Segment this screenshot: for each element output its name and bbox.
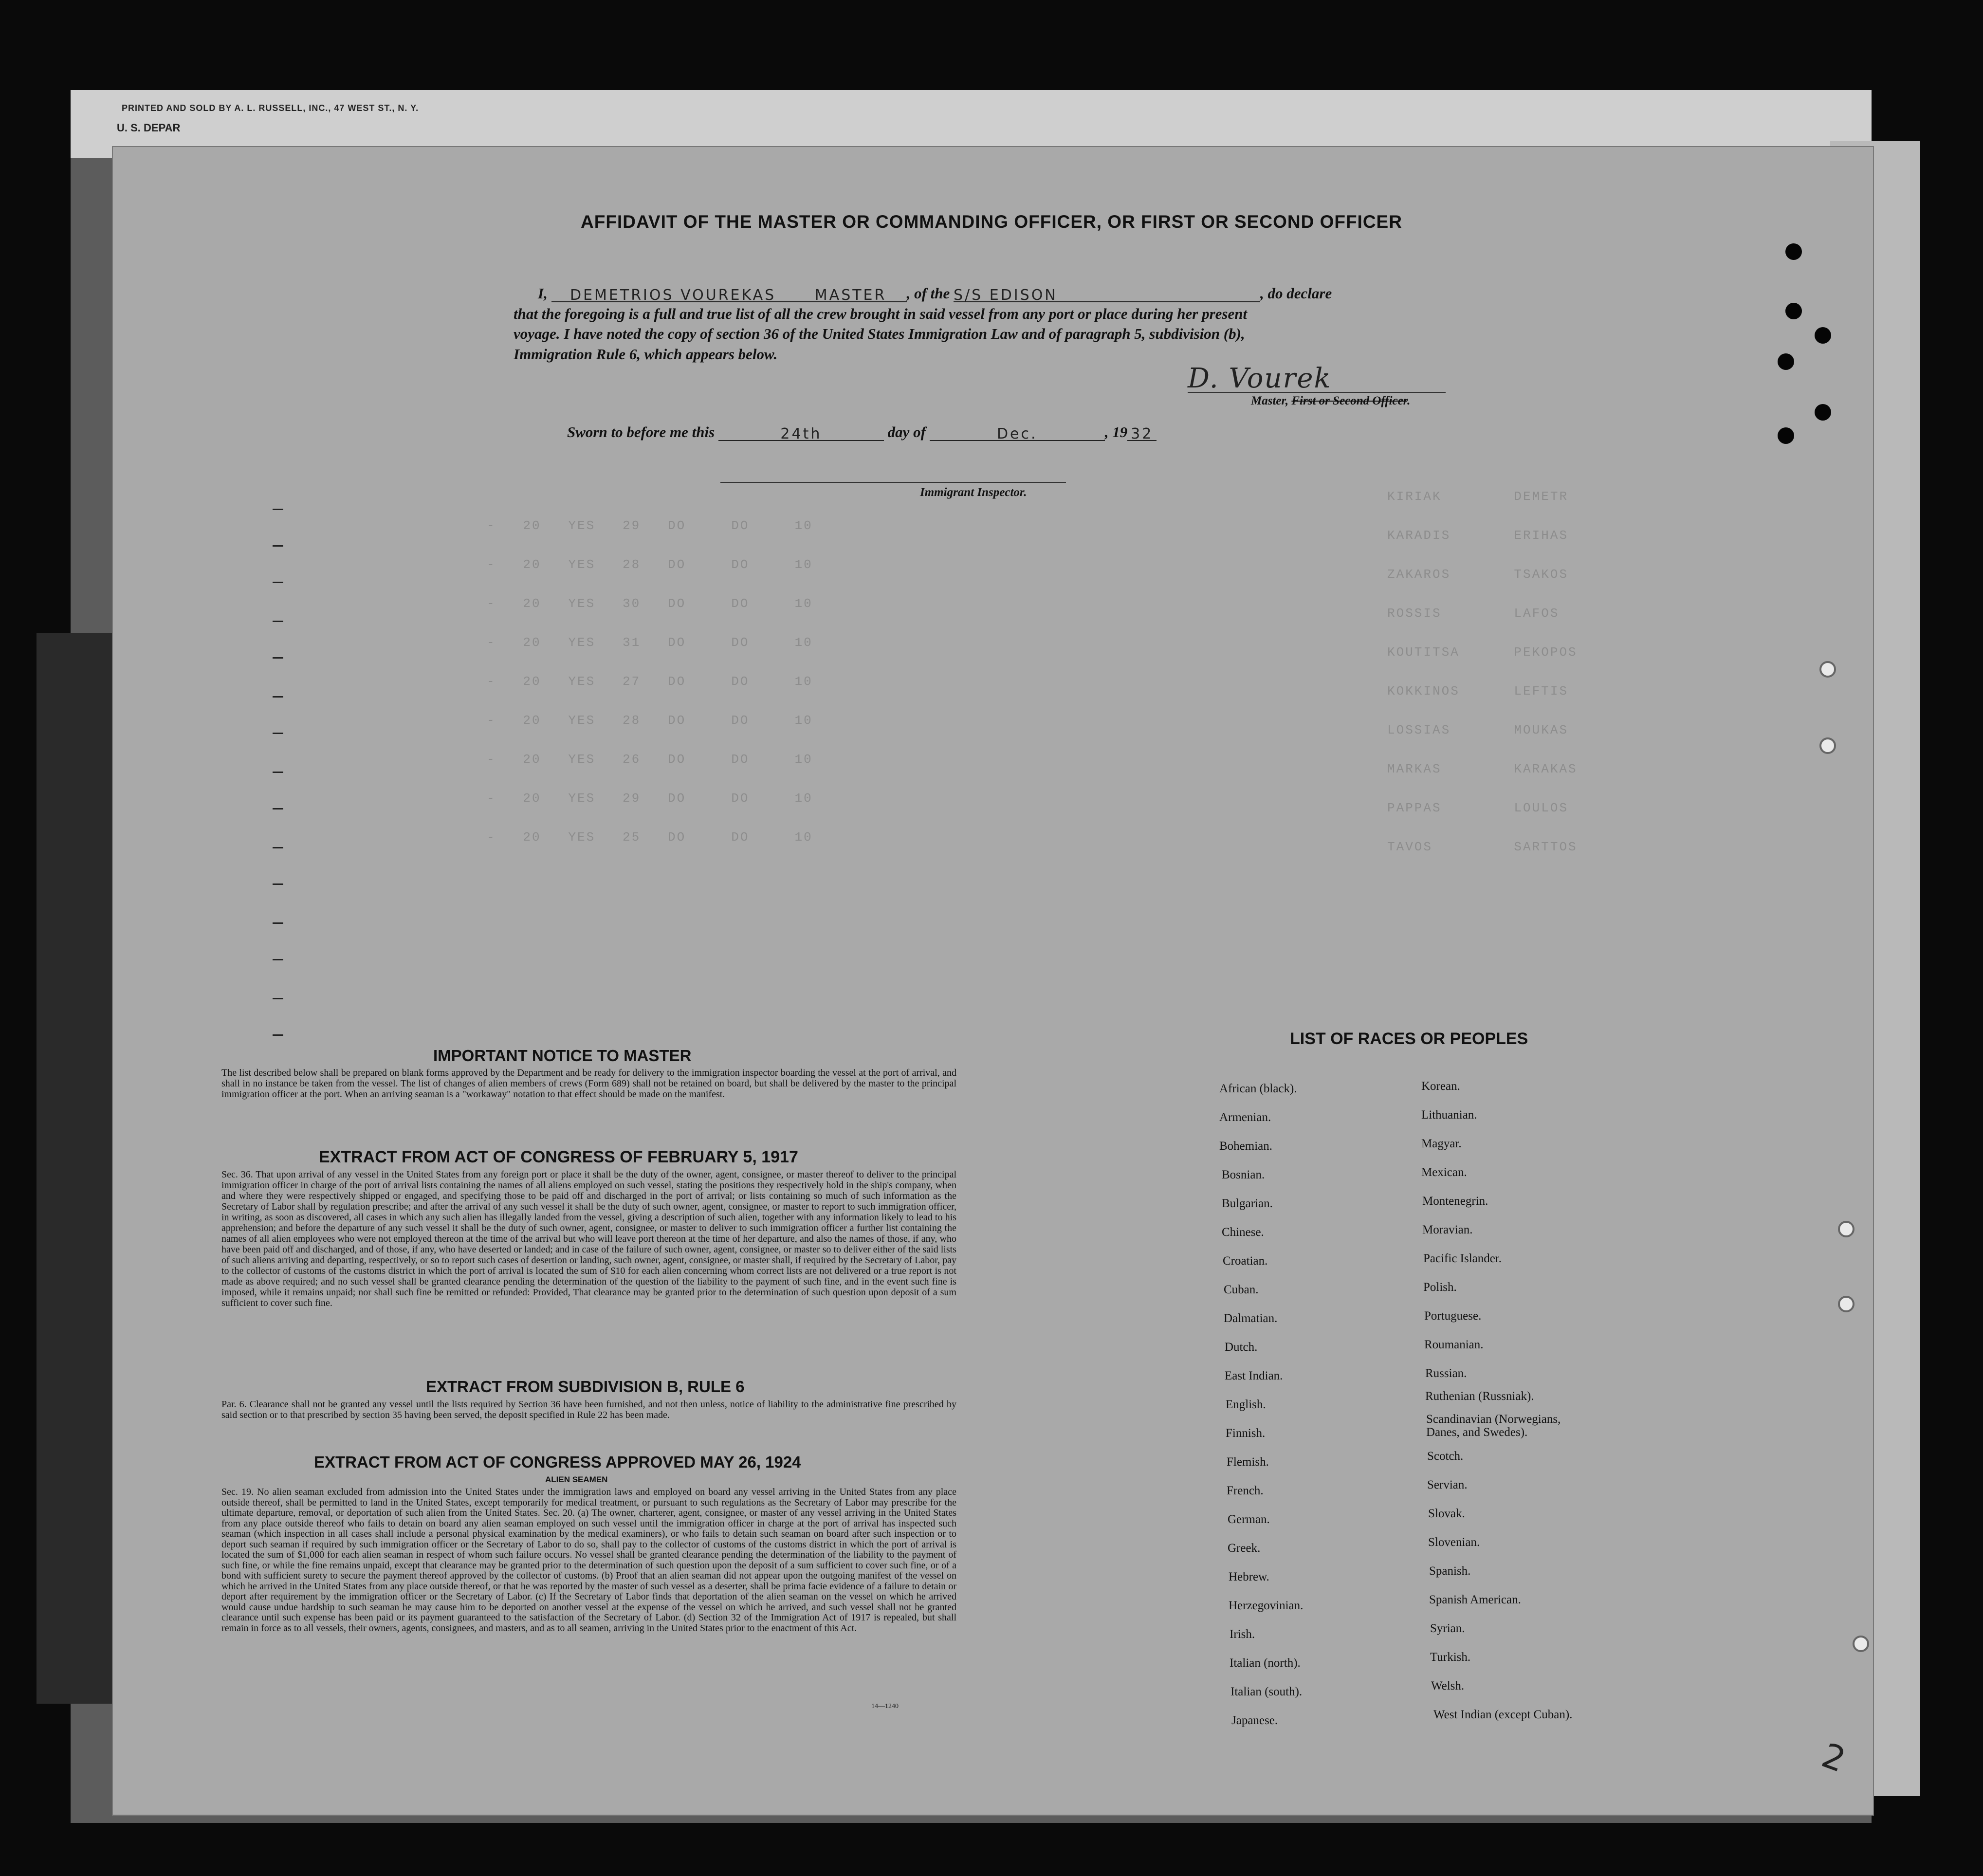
race-item: Polish. (1423, 1281, 1457, 1294)
race-item: Syrian. (1430, 1622, 1465, 1635)
punch-hole (1853, 1636, 1869, 1652)
officer-role: MASTER (795, 287, 907, 302)
race-item: Flemish. (1227, 1455, 1269, 1469)
notice-text: The list described below shall be prepared on blank forms approved by the Department and be ready for delivery to the immigration inspector boarding the vessel at the port of arrival, and shall in no instance be taken from the vessel. The list of changes of alien members of crews (Form 689) shall not be retained on board, but shall be delivered by the master to the principal immigration officer at the port. When an arriving seaman is a "workaway" notation to that effect should be made on the manifest. (221, 1067, 956, 1100)
of-the-label: , of the (906, 285, 950, 302)
punch-hole (1785, 303, 1802, 319)
affidavit-title: AFFIDAVIT OF THE MASTER OR COMMANDING OFFICER, OR FIRST OR SECOND OFFICER (581, 212, 1402, 232)
declaration-line-2: that the foregoing is a full and true list of all the crew brought in said vessel from any port or place during her present (514, 305, 1248, 322)
race-item: Chinese. (1222, 1226, 1264, 1239)
inspector-label: Immigrant Inspector. (920, 486, 1027, 499)
sig-struck-label: First or Second Officer (1291, 394, 1408, 407)
punch-hole (1819, 737, 1836, 754)
race-item: English. (1226, 1398, 1266, 1411)
race-item: Moravian. (1422, 1223, 1473, 1236)
form-code: 14—1240 (871, 1703, 899, 1710)
race-item: Cuban. (1224, 1283, 1259, 1296)
race-item: Portuguese. (1424, 1309, 1482, 1323)
race-item: Russian. (1425, 1367, 1467, 1380)
row-dash (273, 922, 283, 924)
row-dash (273, 998, 283, 999)
race-item: French. (1227, 1484, 1264, 1497)
race-item: Dalmatian. (1224, 1312, 1278, 1325)
punch-hole (1778, 353, 1794, 370)
extract-rule6-title: EXTRACT FROM SUBDIVISION B, RULE 6 (426, 1378, 745, 1396)
inspector-signature-line (720, 482, 1066, 483)
row-dash (273, 733, 283, 734)
race-item: Mexican. (1421, 1166, 1467, 1179)
race-item: Scandinavian (Norwegians, Danes, and Swedes). (1426, 1413, 1561, 1439)
notice-title: IMPORTANT NOTICE TO MASTER (433, 1047, 692, 1065)
race-item: Ruthenian (Russniak). (1425, 1390, 1534, 1403)
row-dash (273, 509, 283, 510)
race-item: Croatian. (1223, 1254, 1268, 1268)
bleedthrough-rows: KIRIAK DEMETR KARADIS ERIHAS ZAKAROS TSAKOS ROSSIS LAFOS KOUTITSA PEKOPOS KOKKINOS LEFTIS LOSSIAS MOUKAS MARKAS KARAKAS PAPPAS LOULOS TAVOS SARTTOS (1387, 489, 1578, 854)
row-dash (273, 621, 283, 622)
race-item: Scotch. (1427, 1450, 1464, 1463)
row-dash (273, 1034, 283, 1036)
day-of-label: day of (887, 423, 926, 441)
extract-1924-text: Sec. 19. No alien seaman excluded from admission into the United States under the immigration laws and employed on board any vessel arriving in the United States from any place outside thereof, shall be permitted to land in the United States, except temporarily for medical treatment, or pursuant to such regulations as the Secretary of Labor may prescribe for the ultimate departure, removal, or deportation of such alien from the United States. Sec. 20. (a) The owner, charterer, agent, consignee, or master of any vessel arriving in the United States from any place outside thereof who fails to detain on board any alien seaman employed on such vessel until the immigration officer in charge at the port of arrival has inspected such seaman (which inspection in all cases shall include a personal physical examination by the medical examiners), or who fails to detain such seaman on board after such inspection or to deport such seaman if required by such immigration officer or the Secretary of Labor to do so, shall pay to the collector of customs of the customs district in which the port of arrival is located the sum of $1,000 for each alien seaman in respect of whom such failure occurs. No vessel shall be granted clearance pending the determination of the liability to the payment of such fine, or while the fine remains unpaid, except that clearance may be granted prior to the determination of such question upon the deposit of a sum sufficient to cover such fine, or of a bond with sufficient surety to secure the payment thereof approved by the collector of customs. (b) Proof that an alien seaman did not appear upon the outgoing manifest of the vessel on which he arrived in the United States from any place outside thereof, or that he was reported by the master of such vessel as a deserter, shall be prima facie evidence of a failure to detain or deport after requirement by the immigration officer or the Secretary of Labor. (c) If the Secretary of Labor finds that deportation of the alien seaman on the vessel on which he arrived would cause undue hardship to such seaman he may cause him to be deported on another vessel at the expense of the vessel on which he arrived, and such vessel shall not be granted clearance until such expense has been paid or its payment guaranteed to the satisfaction of the Secretary of Labor. (d) Section 32 of the Immigration Act of 1917 is repealed, but shall remain in force as to all vessels, their owners, agents, consignees, and masters, and as to all seamen, arriving in the United States prior to the enactment of this Act. (221, 1487, 956, 1634)
row-dash (273, 657, 283, 659)
race-item: Irish. (1230, 1628, 1255, 1641)
punch-hole (1815, 404, 1831, 421)
race-item: Armenian. (1219, 1111, 1271, 1124)
race-item: German. (1228, 1513, 1270, 1526)
sworn-label: Sworn to before me this (567, 423, 715, 441)
punch-hole (1819, 661, 1836, 678)
punch-hole (1815, 327, 1831, 344)
extract-1917-title: EXTRACT FROM ACT OF CONGRESS OF FEBRUARY 5, 1917 (319, 1148, 798, 1166)
signature-line (1188, 392, 1446, 393)
race-item: Servian. (1427, 1478, 1468, 1491)
alien-seamen-subtitle: ALIEN SEAMEN (545, 1475, 608, 1484)
race-item: Montenegrin. (1422, 1195, 1488, 1208)
race-item: Slovenian. (1428, 1536, 1480, 1549)
race-item: Slovak. (1428, 1507, 1465, 1520)
punch-hole (1838, 1296, 1854, 1312)
row-dash (273, 772, 283, 773)
races-title: LIST OF RACES OR PEOPLES (1290, 1030, 1528, 1048)
race-item: Hebrew. (1229, 1570, 1269, 1583)
i-label: I, (538, 285, 548, 302)
punch-hole (1778, 427, 1794, 444)
race-item: Turkish. (1430, 1651, 1471, 1664)
sig-end: . (1407, 394, 1411, 407)
race-item: Magyar. (1421, 1137, 1462, 1150)
row-dash (273, 959, 283, 960)
race-item: Bosnian. (1222, 1168, 1265, 1181)
extract-1917-text: Sec. 36. That upon arrival of any vessel in the United States from any foreign port or place it shall be the duty of the owner, agent, consignee, or master thereof to deliver to the principal immigration officer in charge of the port of arrival lists containing the names of all aliens employed on such vessel, stating the positions they respectively hold in the ship's company, when and where they were respectively shipped or engaged, and specifying those to be paid off and discharged in the port of arrival; or lists containing so much of such information as the Secretary of Labor shall by regulation prescribe; and after the arrival of any such vessel it shall be the duty of such owner, agent, consignee, or master to report to such immigration officer, in writing, as soon as discovered, all cases in which any such alien has illegally landed from the vessel, giving a description of such alien, together with any information likely to lead to his apprehension; and before the departure of any such vessel it shall be the duty of such owner, agent, consignee, or master to deliver to such immigration officer a further list containing the names of all alien employees who were not employed thereon at the time of the arrival but who will leave port thereon at the time of her departure, and also the names of those, if any, who have been paid off and discharged, and of those, if any, who have deserted or landed; and in case of the failure of such owner, agent, consignee, or master so to deliver either of the said lists of such aliens arriving and departing, respectively, or so to report such cases of desertion or landing, such owner, agent, consignee, or master shall, if required by the Secretary of Labor, pay to the collector of customs of the customs district in which the port of arrival is located the sum of $10 for each alien concerning whom correct lists are not delivered or a true report is not made as above required; and no such vessel shall be granted clearance pending the determination of the question of the liability to the payment of such fine, and in the event such fine is imposed, while it remains unpaid; nor shall such fine be remitted or refunded: Provided, That clearance may be granted prior to the determination of such question upon deposit of a sum sufficient to cover such fine. (221, 1169, 956, 1308)
row-dash (273, 808, 283, 809)
race-item: Herzegovinian. (1229, 1599, 1304, 1612)
sworn-year: 32 (1127, 425, 1157, 441)
punch-hole (1838, 1221, 1854, 1237)
race-item: Korean. (1421, 1080, 1460, 1093)
sworn-line (567, 423, 1157, 441)
signature-caption (1251, 394, 1410, 408)
department-label: U. S. DEPAR (117, 122, 181, 134)
declaration-line-4: Immigration Rule 6, which appears below. (514, 346, 778, 363)
bleedthrough-grid: - 20 YES 29 DO DO 10 - 20 YES 28 DO DO 10 - 20 YES 30 DO DO 10 - 20 YES 31 DO DO 10 - 20 YES 27 DO DO 10 - 20 YES 28 DO DO 10 - 20 YES 26 DO DO 10 - 20 YES 29 DO DO 10 - 20 YES 25 DO DO 10 (487, 518, 813, 845)
declaration-line-1 (538, 285, 1332, 302)
race-item: Bohemian. (1219, 1140, 1273, 1153)
year-prefix: , 19 (1104, 423, 1128, 441)
master-name: DEMETRIOS VOUREKAS (551, 287, 795, 302)
race-item: Lithuanian. (1421, 1108, 1477, 1122)
row-dash (273, 883, 283, 885)
race-item: Pacific Islander. (1423, 1252, 1502, 1265)
race-item: East Indian. (1225, 1369, 1283, 1382)
race-item: African (black). (1219, 1082, 1297, 1095)
race-item: Italian (north). (1230, 1656, 1301, 1670)
race-item: Dutch. (1225, 1341, 1258, 1354)
sig-master-label: Master, (1251, 394, 1289, 407)
extract-rule6-text: Par. 6. Clearance shall not be granted any vessel until the lists required by Section 36 have been furnished, and not then unless, notice of liability to the administrative fine prescribed by said section or to that prescribed by section 35 having been served, the deposit specified in Rule 22 has been made. (221, 1399, 956, 1420)
sworn-day: 24th (718, 425, 884, 441)
extract-1924-title: EXTRACT FROM ACT OF CONGRESS APPROVED MAY 26, 1924 (314, 1453, 801, 1471)
punch-hole (1785, 243, 1802, 260)
race-item: Roumanian. (1424, 1338, 1484, 1351)
race-item: Finnish. (1226, 1427, 1266, 1440)
race-item: Italian (south). (1230, 1685, 1303, 1698)
row-dash (273, 545, 283, 547)
vessel-name: S/S EDISON (954, 287, 1260, 302)
row-dash (273, 847, 283, 848)
race-item: West Indian (except Cuban). (1433, 1708, 1573, 1721)
row-dash (273, 582, 283, 583)
race-item: Japanese. (1231, 1714, 1278, 1727)
do-declare-label: , do declare (1260, 285, 1332, 302)
margin-handwritten-mark: 2 (1817, 1735, 1851, 1781)
race-item: Bulgarian. (1222, 1197, 1273, 1210)
race-item: Greek. (1228, 1542, 1261, 1555)
declaration-line-3: voyage. I have noted the copy of section 36 of the United States Immigration Law and of paragraph 5, subdivision (b), (514, 325, 1245, 342)
race-item: Spanish. (1429, 1564, 1471, 1578)
left-shadow-strip (37, 633, 124, 1704)
master-signature: D. Vourek (1188, 363, 1332, 394)
race-item: Welsh. (1431, 1679, 1465, 1692)
printer-line: PRINTED AND SOLD BY A. L. RUSSELL, INC., 47 WEST ST., N. Y. (122, 103, 419, 113)
sworn-month: Dec. (930, 425, 1105, 441)
race-item: Spanish American. (1429, 1593, 1521, 1606)
row-dash (273, 696, 283, 698)
